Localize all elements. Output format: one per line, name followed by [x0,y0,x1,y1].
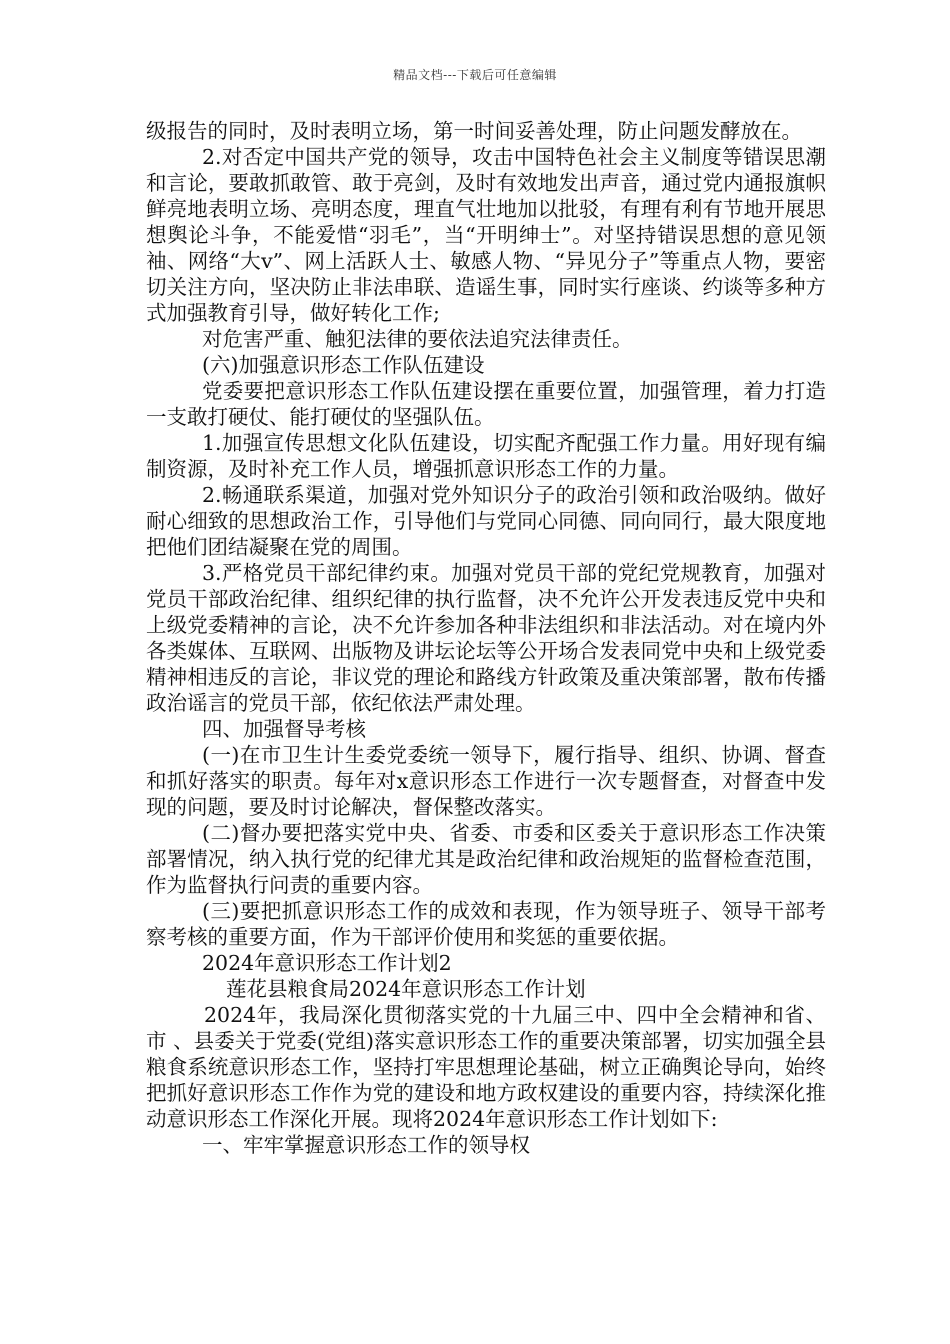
paragraph-sub-3: (三)要把抓意识形态工作的成效和表现，作为领导班子、领导干部考察考核的重要方面，作为干部评价使用和奖惩的重要依据。 [146,899,826,949]
paragraph-intro: 2024年，我局深化贯彻落实党的十九届三中、四中全会精神和省、市 、县委关于党委(党组)落实意识形态工作的重要决策部署，切实加强全县粮食系统意识形态工作，坚持打牢思想理论基础，树立正确舆论导向，始终把抓好意识形态工作作为党的建设和地方政权建设的重要内容，持续深化推动意识形态工作深化开展。现将2024年意识形态工作计划如下: [146,1003,826,1131]
plan-title: 莲花县粮食局2024年意识形态工作计划 [226,977,586,1001]
paragraph-sub-2: (二)督办要把落实党中央、省委、市委和区委关于意识形态工作决策部署情况，纳入执行党的纪律尤其是政治纪律和政治规矩的监督检查范围，作为监督执行问责的重要内容。 [146,821,826,897]
section-heading-4: 四、加强督导考核 [202,717,366,741]
paragraph-item-1: 1.加强宣传思想文化队伍建设，切实配齐配强工作力量。用好现有编制资源，及时补充工作人员，增强抓意识形态工作的力量。 [146,431,826,481]
paragraph-item-3: 3.严格党员干部纪律约束。加强对党员干部的党纪党规教育，加强对党员干部政治纪律、组织纪律的执行监督，决不允许公开发表违反党中央和上级党委精神的言论，决不允许参加各种非法组织和非法活动。对在境内外各类媒体、互联网、出版物及讲坛论坛等公开场合发表同党中央和上级党委精神相违反的言论，非议党的理论和路线方针政策及重决策部署，散布传播政治谣言的党员干部，依纪依法严肃处理。 [146,561,826,715]
paragraph-item-2: 2.对否定中国共产党的领导，攻击中国特色社会主义制度等错误思潮和言论，要敢抓敢管、敢于亮剑，及时有效地发出声音，通过党内通报旗帜鲜亮地表明立场、亮明态度，理直气壮地加以批驳，有理有利有节地开展思想舆论斗争，不能爱惜“羽毛”，当“开明绅士”。对坚持错误思想的意见领袖、网络“大v”、网上活跃人士、敏感人物、“异见分子”等重点人物，要密切关注方向，坚决防止非法串联、造谣生事，同时实行座谈、约谈等多种方式加强教育引导，做好转化工作; [146,145,826,325]
paragraph-legal-responsibility: 对危害严重、触犯法律的要依法追究法律责任。 [202,327,633,351]
section-heading-6: (六)加强意识形态工作队伍建设 [202,353,485,377]
page-header-watermark: 精品文档---下载后可任意编辑 [393,68,557,82]
paragraph-team-building: 党委要把意识形态工作队伍建设摆在重要位置，加强管理，着力打造一支敢打硬仗、能打硬仗的坚强队伍。 [146,379,826,429]
document-body [146,118,826,1158]
paragraph-sub-1: (一)在市卫生计生委党委统一领导下，履行指导、组织、协调、督查和抓好落实的职责。每年对x意识形态工作进行一次专题督查，对督查中发现的问题，要及时讨论解决，督保整改落实。 [146,743,826,819]
section-heading-1: 一、牢牢掌握意识形态工作的领导权 [202,1133,530,1157]
plan-heading: 2024年意识形态工作计划2 [202,951,452,975]
paragraph-continuation: 级报告的同时，及时表明立场，第一时间妥善处理，防止问题发酵放在。 [146,119,802,143]
paragraph-item-2b: 2.畅通联系渠道，加强对党外知识分子的政治引领和政治吸纳。做好耐心细致的思想政治工作，引导他们与党同心同德、同向同行，最大限度地把他们团结凝聚在党的周围。 [146,483,826,559]
